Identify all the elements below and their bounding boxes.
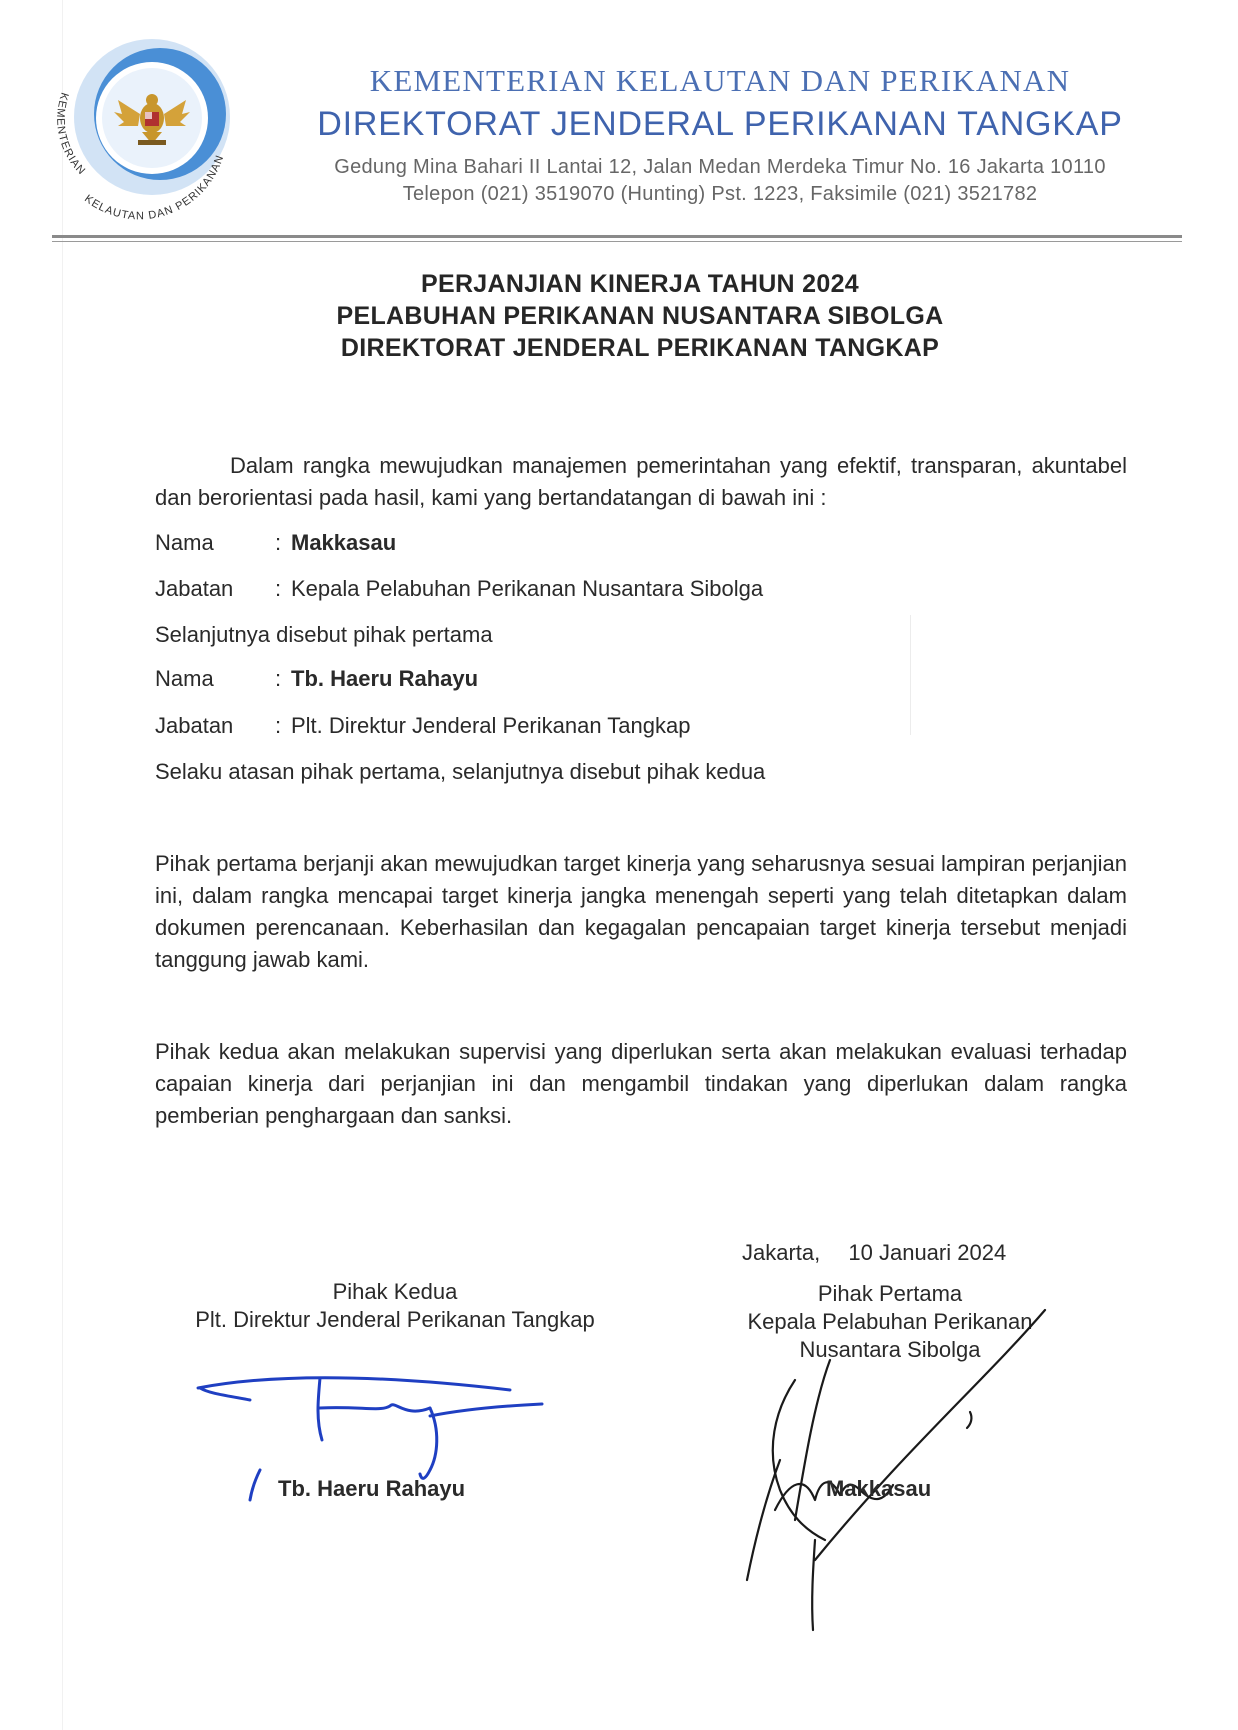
place-date <box>742 1240 1006 1266</box>
address-line-2: Telepon (021) 3519070 (Hunting) Pst. 1223, Faksimile (021) 3521782 <box>402 183 1038 205</box>
party2-position-label: Jabatan <box>155 713 234 738</box>
place: Jakarta, <box>742 1240 821 1265</box>
letterhead-divider-thin <box>52 241 1182 242</box>
left-position: Plt. Direktur Jenderal Perikanan Tangkap <box>195 1307 595 1332</box>
colon: : <box>275 666 282 691</box>
document-title <box>0 268 1238 364</box>
date: 10 Januari 2024 <box>848 1240 1007 1265</box>
letterhead <box>260 62 1180 208</box>
signature-scribble-right <box>735 1300 1065 1640</box>
party1-name-label: Nama <box>155 530 214 555</box>
logo-ring-text-left: KEMENTERIAN <box>54 91 88 178</box>
party1-position-label: Jabatan <box>155 576 234 601</box>
colon: : <box>275 530 282 555</box>
party2-position-value: Plt. Direktur Jenderal Perikanan Tangkap <box>291 713 691 738</box>
address-line-1: Gedung Mina Bahari II Lantai 12, Jalan Medan Merdeka Timur No. 16 Jakarta 10110 <box>334 156 1106 178</box>
party2-name-label: Nama <box>155 666 214 691</box>
right-position-line-1: Kepala Pelabuhan Perikanan <box>747 1309 1033 1334</box>
party1-position-value: Kepala Pelabuhan Perikanan Nusantara Sibolga <box>291 576 764 601</box>
title-line-2: PELABUHAN PERIKANAN NUSANTARA SIBOLGA <box>336 302 944 330</box>
party2-position-row <box>155 711 690 741</box>
signature-block-left <box>155 1278 635 1334</box>
colon: : <box>275 576 282 601</box>
party2-name-value: Tb. Haeru Rahayu <box>291 666 479 691</box>
intro-paragraph: Dalam rangka mewujudkan manajemen pemerintahan yang efektif, transparan, akuntabel dan berorientasi pada hasil, kami yang bertandatangan di bawah ini : <box>155 453 1127 510</box>
party1-note: Selanjutnya disebut pihak pertama <box>155 622 493 647</box>
party1-position-row <box>155 574 763 604</box>
scan-artifact-line <box>910 615 911 735</box>
ministry-name: KEMENTERIAN KELAUTAN DAN PERIKANAN <box>369 63 1071 98</box>
scan-edge-line <box>62 0 63 1730</box>
left-signatory-name: Tb. Haeru Rahayu <box>278 1476 466 1501</box>
right-position-line-2: Nusantara Sibolga <box>799 1337 981 1362</box>
logo-ring-text-bottom: KELAUTAN DAN PERIKANAN <box>82 153 227 222</box>
party1-name-value: Makkasau <box>291 530 397 555</box>
title-line-3: DIREKTORAT JENDERAL PERIKANAN TANGKAP <box>340 334 940 362</box>
paragraph-1: Pihak pertama berjanji akan mewujudkan target kinerja yang seharusnya sesuai lampiran perjanjian ini, dalam rangka mencapai target kinerja jangka menengah seperti yang telah ditetapkan dalam dokumen perencanaan. Keberhasilan dan kegagalan pencapaian target kinerja tersebut menjadi tanggung jawab kami. <box>155 851 1127 972</box>
right-signatory-name: Makkasau <box>826 1476 932 1501</box>
title-line-1: PERJANJIAN KINERJA TAHUN 2024 <box>421 270 859 298</box>
left-role: Pihak Kedua <box>332 1279 458 1304</box>
directorate-name: DIREKTORAT JENDERAL PERIKANAN TANGKAP <box>317 105 1123 143</box>
letterhead-divider <box>52 235 1182 238</box>
ministry-logo <box>22 22 258 222</box>
paragraph-2: Pihak kedua akan melakukan supervisi yang diperlukan serta akan melakukan evaluasi terhadap capaian kinerja dari perjanjian ini dan mengambil tindakan yang diperlukan dalam rangka pemberian penghargaan dan sanksi. <box>155 1039 1127 1128</box>
party2-name-row <box>155 664 478 694</box>
party2-note: Selaku atasan pihak pertama, selanjutnya disebut pihak kedua <box>155 759 766 784</box>
party1-name-row <box>155 528 396 558</box>
colon: : <box>275 713 282 738</box>
right-role: Pihak Pertama <box>817 1281 963 1306</box>
